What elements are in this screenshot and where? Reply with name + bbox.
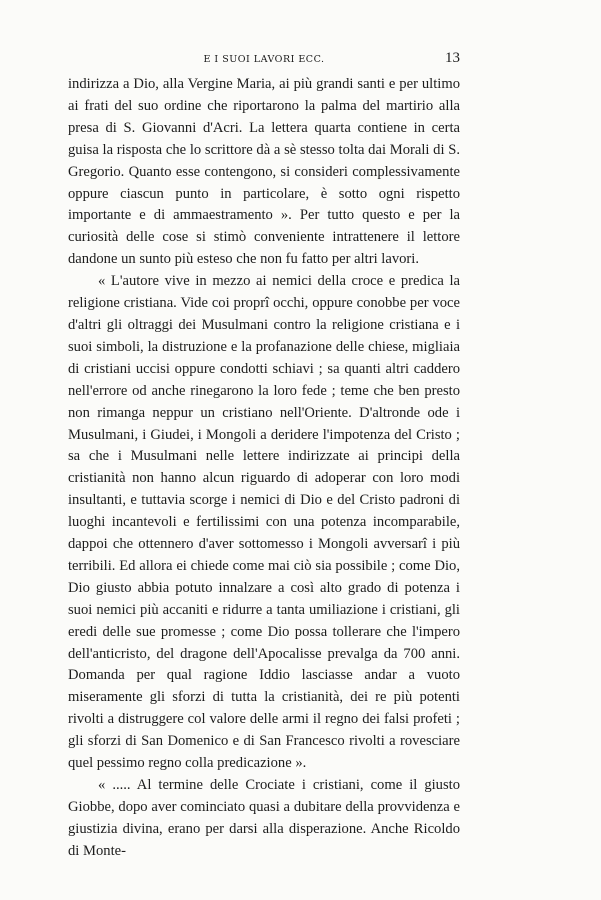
running-head: E I SUOI LAVORI ECC.: [203, 54, 325, 65]
paragraph-2: « L'autore vive in mezzo ai nemici della croce e predica la religione cristiana. Vide coi proprî occhi, oppure conobbe per voce d'altri gli oltraggi dei Musulmani contro la religione cristiana e i suoi simboli, la distruzione e la profanazione delle chiese, migliaia di cristiani uccisi oppure condotti schiavi ; sa quanti altri caddero nell'errore od anche rinegarono la loro fede ; teme che ben presto non rimanga neppur un cristiano nell'Oriente. D'altronde ode i Musulmani, i Giudei, i Mongoli a deridere l'impotenza del Cristo ; sa che i Musulmani nelle lettere indirizzate ai principi della cristianità non hanno alcun riguardo di adoperar con loro modi insultanti, e tuttavia scorge i nemici di Dio e del Cristo padroni di luoghi incantevoli e fertilissimi con una potenza incomparabile, dappoi che ottennero d'aver sottomesso i Mongoli avversarî i più terribili. Ed allora ei chiede come mai ciò sia possibile ; come Dio, Dio giusto abbia potuto innalzare a così alto grado di potenza i suoi nemici più accaniti e ridurre a tanta umiliazione i cristiani, gli eredi delle sue promesse ; come Dio possa tollerare che l'impero dell'anticristo, del dragone dell'Apocalisse prevalga da 700 anni. Domanda per qual ragione Iddio lasciasse andar a vuoto miseramente gli sforzi di tutta la cristianità, dei re più potenti rivolti a distruggere col valore delle armi il regno dei falsi profeti ; gli sforzi di San Domenico e di San Francesco rivolti a rovesciare quel pessimo regno colla predicazione ».: [68, 273, 460, 772]
page-number: 13: [445, 50, 460, 66]
page-header: [68, 50, 460, 70]
body-text: [68, 74, 460, 863]
paragraph-3: « ..... Al termine delle Crociate i cristiani, come il giusto Giobbe, dopo aver cominciato quasi a dubitare della provvidenza e giustizia divina, erano per darsi alla disperazione. Anche Ricoldo di Monte-: [68, 777, 460, 859]
paragraph-1: indirizza a Dio, alla Vergine Maria, ai più grandi santi e per ultimo ai frati del suo ordine che riportarono la palma del martirio alla presa di S. Giovanni d'Acri. La lettera quarta contiene in certa guisa la risposta che lo scrittore dà a sè stesso tolta dai Morali di S. Gregorio. Quanto esse contengono, si consideri complessivamente oppure ciascun punto in particolare, è sotto ogni rispetto importante e di ammaestramento ». Per tutto questo e per la curiosità delle cose si stimò conveniente intrattenere il lettore dandone un sunto più esteso che non fu fatto per altri lavori.: [68, 76, 460, 268]
